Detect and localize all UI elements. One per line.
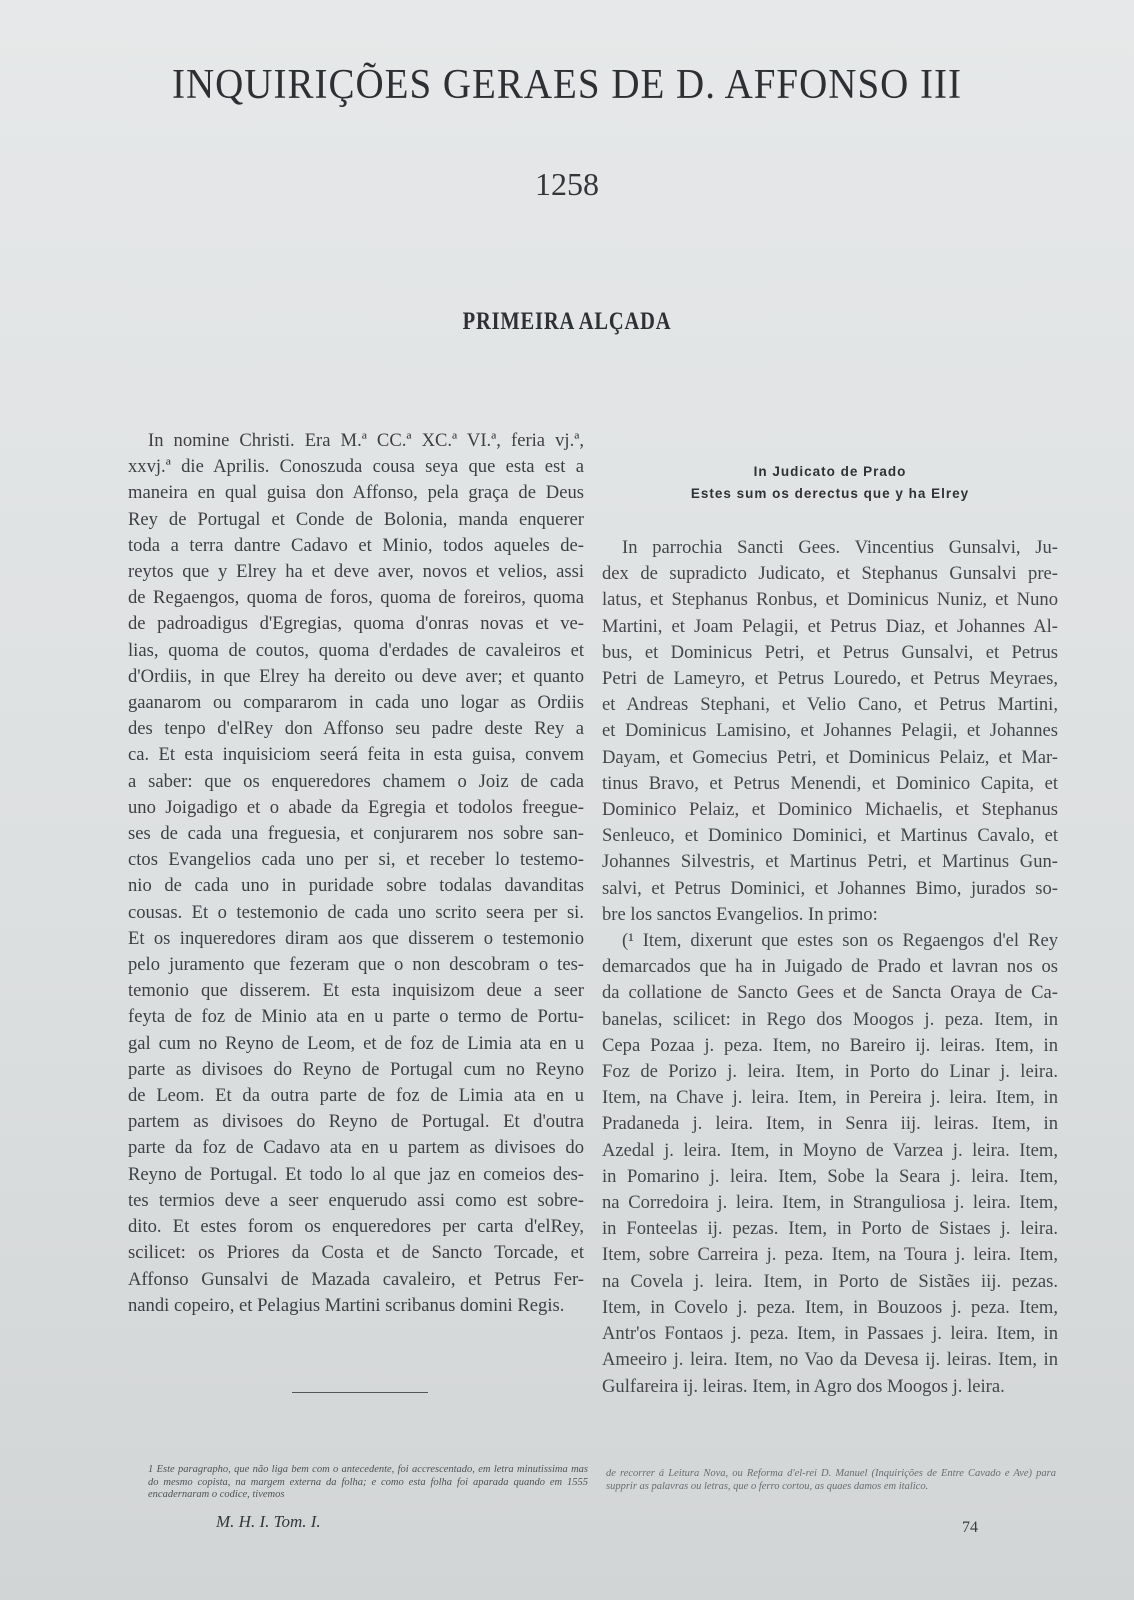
text-line: ses de cada una freguesia, et conjurarem nos sobre san-: [128, 823, 584, 845]
text-line: lias, quoma de coutos, quoma d'erdades de cavaleiros et: [128, 639, 584, 661]
text-line: nandi copeiro, et Pelagius Martini scribanus domini Regis.: [128, 1294, 565, 1316]
left-column-text: [128, 428, 584, 1319]
text-line: de Leom. Et da outra parte de foz de Limia ata en u: [128, 1085, 584, 1107]
text-line: et Dominicus Lamisino, et Johannes Pelagii, et Johannes: [602, 720, 1058, 742]
text-line: et Andreas Stephani, et Velio Cano, et Petrus Martini,: [602, 694, 1058, 716]
text-line: Senleuco, et Dominico Dominici, et Martinus Cavalo, et: [602, 825, 1058, 847]
footnote-left: 1 Este paragrapho, que não liga bem com o antecedente, foi accrescentado, em letra minutissima mas do mesmo copista, na margem externa da folha; e como esta folha foi aparada quando em 1555 encadernaram o codice, tivemos: [148, 1464, 588, 1500]
text-line: bus, et Dominicus Petri, et Petrus Gunsalvi, et Petrus: [602, 641, 1058, 663]
text-line: tinus Bravo, et Petrus Menendi, et Dominico Capita, et: [602, 772, 1058, 794]
text-line: bre los sanctos Evangelios. In primo:: [602, 903, 878, 925]
text-line: na Corredoira j. leira. Item, in Stranguliosa j. leira. Item,: [602, 1192, 1058, 1214]
text-line: gaanarom ou compararom in cada uno logar as Ordiis: [128, 692, 584, 714]
text-line: feyta de foz de Minio ata en u parte o termo de Portu-: [128, 1006, 584, 1028]
text-line: latus, et Stephanus Ronbus, et Dominicus Nuniz, et Nuno: [602, 589, 1058, 611]
text-line: uno Joigadigo et o abade da Egregia et todolos freegue-: [128, 796, 584, 818]
text-line: In nomine Christi. Era M.ª CC.ª XC.ª VI.ª, feria vj.ª,: [148, 430, 584, 451]
text-line: gal cum no Reyno de Leom, et de foz de Limia ata en u: [128, 1032, 584, 1054]
text-line: salvi, et Petrus Dominici, et Johannes Bimo, jurados so-: [602, 877, 1058, 899]
text-line: in Pomarino j. leira. Item, Sobe la Seara j. leira. Item,: [602, 1165, 1058, 1187]
text-line: cousas. Et o testemonio de cada uno scrito seera per si.: [128, 901, 584, 923]
text-line: a saber: que os enqueredores chamem o Joiz de cada: [128, 770, 584, 792]
text-line: Petri de Lameyro, et Petrus Louredo, et Petrus Meyraes,: [602, 668, 1058, 690]
text-line: In parrochia Sancti Gees. Vincentius Gunsalvi, Ju-: [622, 537, 1058, 558]
judicato-heading-line-2: Estes sum os derectus que y ha Elrey: [690, 486, 970, 501]
text-line: in Fonteelas ij. pezas. Item, in Porto de Sistaes j. leira.: [602, 1218, 1058, 1240]
footnote-divider: [292, 1392, 428, 1393]
text-line: de Regaengos, quoma de foros, quoma de foreiros, quoma: [128, 587, 584, 609]
judicato-heading-line-1: In Judicato de Prado: [753, 464, 907, 479]
text-line: reytos que y Elrey ha et deve aver, novos et velios, assi: [128, 561, 584, 583]
text-line: parte as divisoes do Reyno de Portugal cum no Reyno: [128, 1058, 584, 1080]
text-line: nio de cada uno in puridade sobre todalas davanditas: [128, 875, 584, 897]
text-line: demarcados que ha in Juigado de Prado et lavran nos os: [602, 956, 1058, 978]
text-line: maneira en qual guisa don Affonso, pela graça de Deus: [128, 482, 584, 504]
text-line: Item, na Chave j. leira. Item, in Pereira j. leira. Item, in: [602, 1087, 1058, 1109]
text-line: Dominico Pelaiz, et Dominico Michaelis, et Stephanus: [602, 799, 1058, 821]
text-line: de padroadigus d'Egregias, quoma d'onras novas et ve-: [128, 613, 584, 635]
text-line: partem as divisoes do Reyno de Portugal. Et d'outra: [128, 1111, 584, 1133]
page-number: 74: [962, 1519, 978, 1536]
text-line: temonio que disserem. Et esta inquisizom deue a seer: [128, 980, 584, 1002]
text-line: Reyno de Portugal. Et todo lo al que jaz en comeios des-: [128, 1163, 584, 1185]
text-line: (¹ Item, dixerunt que estes son os Regaengos d'el Rey: [622, 930, 1058, 952]
text-line: da collatione de Sancto Gees et de Sancta Oraya de Ca-: [602, 982, 1058, 1004]
text-line: Et os inqueredores diram aos que disserem o testemonio: [128, 927, 584, 949]
text-line: dito. Et estes forom os enqueredores per carta d'elRey,: [128, 1216, 584, 1238]
text-line: ctos Evangelios cada uno per si, et receber lo testemo-: [128, 849, 584, 871]
text-line: Johannes Silvestris, et Martinus Petri, et Martinus Gun-: [602, 851, 1058, 873]
text-line: Antr'os Fontaos j. peza. Item, in Passaes j. leira. Item, in: [602, 1323, 1058, 1345]
text-line: Dayam, et Gomecius Petri, et Dominicus Pelaiz, et Mar-: [602, 746, 1058, 768]
judicato-heading: [602, 461, 1058, 505]
text-line: Martini, et Joam Pelagii, et Petrus Diaz, et Johannes Al-: [602, 615, 1058, 637]
text-line: Item, sobre Carreira j. peza. Item, na Toura j. leira. Item,: [602, 1244, 1058, 1266]
text-line: banelas, scilicet: in Rego dos Moogos j. peza. Item, in: [602, 1008, 1058, 1030]
document-year: 1258: [535, 166, 599, 202]
volume-signature: M. H. I. Tom. I.: [216, 1512, 321, 1531]
document-title: INQUIRIÇÕES GERAES DE D. AFFONSO III: [171, 61, 963, 108]
text-line: Affonso Gunsalvi de Mazada cavaleiro, et Petrus Fer-: [128, 1268, 584, 1290]
text-line: xxvj.ª die Aprilis. Conoszuda cousa seya que esta est a: [128, 456, 584, 478]
text-line: des tenpo d'elRey don Affonso seu padre deste Rey a: [128, 718, 584, 740]
text-line: Ameeiro j. leira. Item, no Vao da Devesa ij. leiras. Item, in: [602, 1349, 1058, 1371]
text-line: Azedal j. leira. Item, in Moyno de Varzea j. leira. Item,: [602, 1139, 1058, 1161]
right-column-text: [602, 535, 1058, 1400]
section-heading: PRIMEIRA ALÇADA: [462, 308, 672, 335]
text-line: toda a terra dantre Cadavo et Minio, todos aqueles de-: [128, 534, 584, 556]
text-line: ca. Et esta inquisiciom seerá feita in esta guisa, convem: [128, 744, 584, 766]
footnote-right: de recorrer á Leitura Nova, ou Reforma d'el-rei D. Manuel (Inquirições de Entre Cavado e Ave) para supprir as palavras ou letras, que o ferro cortou, as quaes damos em italico.: [606, 1468, 1056, 1492]
text-line: scilicet: os Priores da Costa et de Sancto Torcade, et: [128, 1242, 584, 1264]
text-line: Pradaneda j. leira. Item, in Senra iij. leiras. Item, in: [602, 1113, 1058, 1135]
text-line: Rey de Portugal et Conde de Bolonia, manda enquerer: [128, 508, 584, 530]
text-line: Cepa Pozaa j. peza. Item, no Bareiro ij. leiras. Item, in: [602, 1034, 1058, 1056]
text-line: Item, in Covelo j. peza. Item, in Bouzoos j. peza. Item,: [602, 1296, 1058, 1318]
text-line: Gulfareira ij. leiras. Item, in Agro dos Moogos j. leira.: [602, 1375, 1005, 1397]
text-line: parte da foz de Cadavo ata en u partem as divisoes do: [128, 1137, 584, 1159]
text-line: tes termios deve a seer enquerudo assi como est sobre-: [128, 1189, 584, 1211]
text-line: d'Ordiis, in que Elrey ha dereito ou deve aver; et quanto: [128, 665, 584, 687]
text-line: na Covela j. leira. Item, in Porto de Sistães iij. pezas.: [602, 1270, 1058, 1292]
text-line: pelo juramento que fezeram que o non descobram o tes-: [128, 954, 584, 976]
text-line: dex de supradicto Judicato, et Stephanus Gunsalvi pre-: [602, 563, 1058, 585]
text-line: Foz de Porizo j. leira. Item, in Porto do Linar j. leira.: [602, 1061, 1058, 1083]
